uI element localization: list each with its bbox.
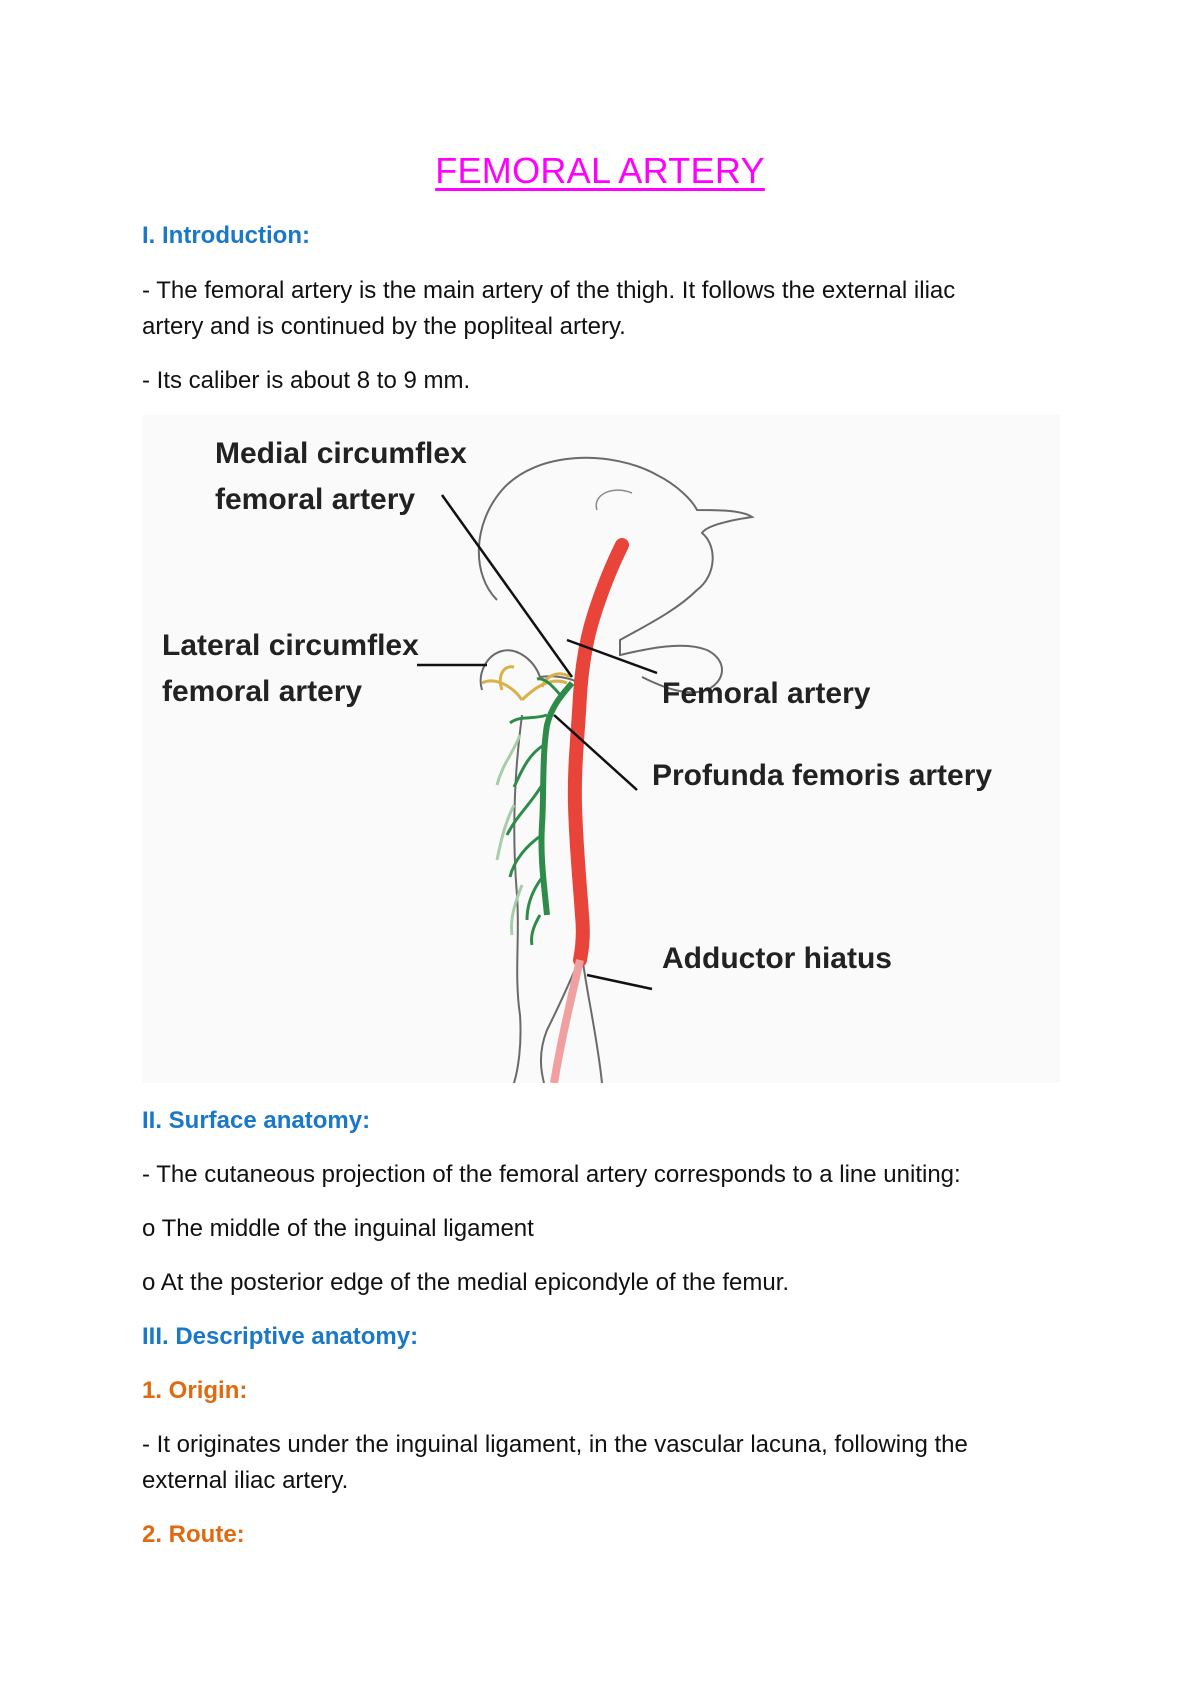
section-heading-surface-anatomy: II. Surface anatomy: [142,1107,371,1134]
label-medial-circumflex-1: Medial circumflex [215,437,467,470]
origin-paragraph-line-1: - It originates under the inguinal ligament, in the vascular lacuna, following the [142,1431,968,1458]
lateral-circumflex-vessel [482,667,570,700]
caliber-paragraph: - Its caliber is about 8 to 9 mm. [142,367,471,394]
section-heading-descriptive-anatomy: III. Descriptive anatomy: [142,1323,419,1350]
label-femoral-artery: Femoral artery [662,677,871,710]
femur-shaft-right [582,955,602,1083]
label-profunda-femoris: Profunda femoris artery [652,759,993,792]
intro-paragraph-line-1: - The femoral artery is the main artery of the thigh. It follows the external iliac [142,277,956,304]
leader-adductor [587,975,652,989]
subheading-origin: 1. Origin: [142,1377,248,1404]
label-adductor-hiatus: Adductor hiatus [662,942,892,975]
popliteal-artery-vessel [554,960,580,1083]
leader-profunda [554,715,637,790]
surface-paragraph: - The cutaneous projection of the femoral artery corresponds to a line uniting: [142,1161,961,1188]
hip-bone-inner [596,490,632,510]
page-title: FEMORAL ARTERY [435,150,765,191]
subheading-route: 2. Route: [142,1521,245,1548]
label-medial-circumflex-2: femoral artery [215,483,416,516]
label-lateral-circumflex-2: femoral artery [162,675,363,708]
diagram-svg [142,415,1060,1083]
femoral-artery-vessel [575,545,622,960]
label-lateral-circumflex-1: Lateral circumflex [162,629,419,662]
origin-paragraph-line-2: external iliac artery. [142,1467,349,1494]
femoral-artery-diagram [142,415,1060,1083]
section-heading-introduction: I. Introduction: [142,222,310,249]
intro-paragraph-line-2: artery and is continued by the popliteal artery. [142,313,626,340]
surface-bullet-2: o At the posterior edge of the medial epicondyle of the femur. [142,1269,790,1296]
surface-bullet-1: o The middle of the inguinal ligament [142,1215,534,1242]
